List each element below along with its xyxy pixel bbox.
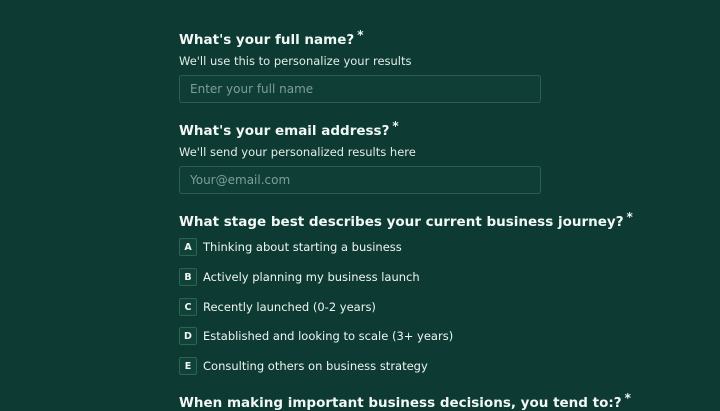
- option-label: Thinking about starting a business: [203, 240, 402, 254]
- question-name-title: [179, 28, 363, 48]
- required-asterisk: *: [392, 119, 399, 133]
- email-input[interactable]: [179, 166, 541, 194]
- question-stage-title: [179, 210, 633, 230]
- full-name-input[interactable]: [179, 75, 541, 103]
- question-email-title-text: What's your email address?: [179, 123, 390, 139]
- required-asterisk: *: [626, 210, 633, 224]
- option-label: Recently launched (0-2 years): [203, 300, 376, 314]
- question-name-subtitle: We'll use this to personalize your results: [179, 54, 412, 68]
- stage-option-e[interactable]: [179, 356, 428, 376]
- option-label: Established and looking to scale (3+ years): [203, 329, 454, 343]
- question-decisions-title-text: When making important business decisions, you tend to:?: [179, 395, 622, 411]
- option-key-badge: C: [179, 298, 197, 316]
- option-key-badge: B: [179, 268, 197, 286]
- question-name-title-text: What's your full name?: [179, 32, 355, 48]
- stage-option-c[interactable]: [179, 297, 376, 317]
- option-label: Actively planning my business launch: [203, 270, 420, 284]
- question-stage-title-text: What stage best describes your current business journey?: [179, 214, 624, 230]
- stage-option-b[interactable]: [179, 267, 420, 287]
- stage-option-a[interactable]: [179, 237, 402, 257]
- option-key-badge: A: [179, 238, 197, 256]
- stage-option-d[interactable]: [179, 326, 453, 346]
- required-asterisk: *: [357, 28, 364, 42]
- question-email-title: [179, 119, 399, 139]
- required-asterisk: *: [624, 391, 631, 405]
- question-email-subtitle: We'll send your personalized results here: [179, 145, 416, 159]
- question-decisions-title: [179, 391, 631, 411]
- option-key-badge: D: [179, 327, 197, 345]
- option-label: Consulting others on business strategy: [203, 359, 428, 373]
- option-key-badge: E: [179, 357, 197, 375]
